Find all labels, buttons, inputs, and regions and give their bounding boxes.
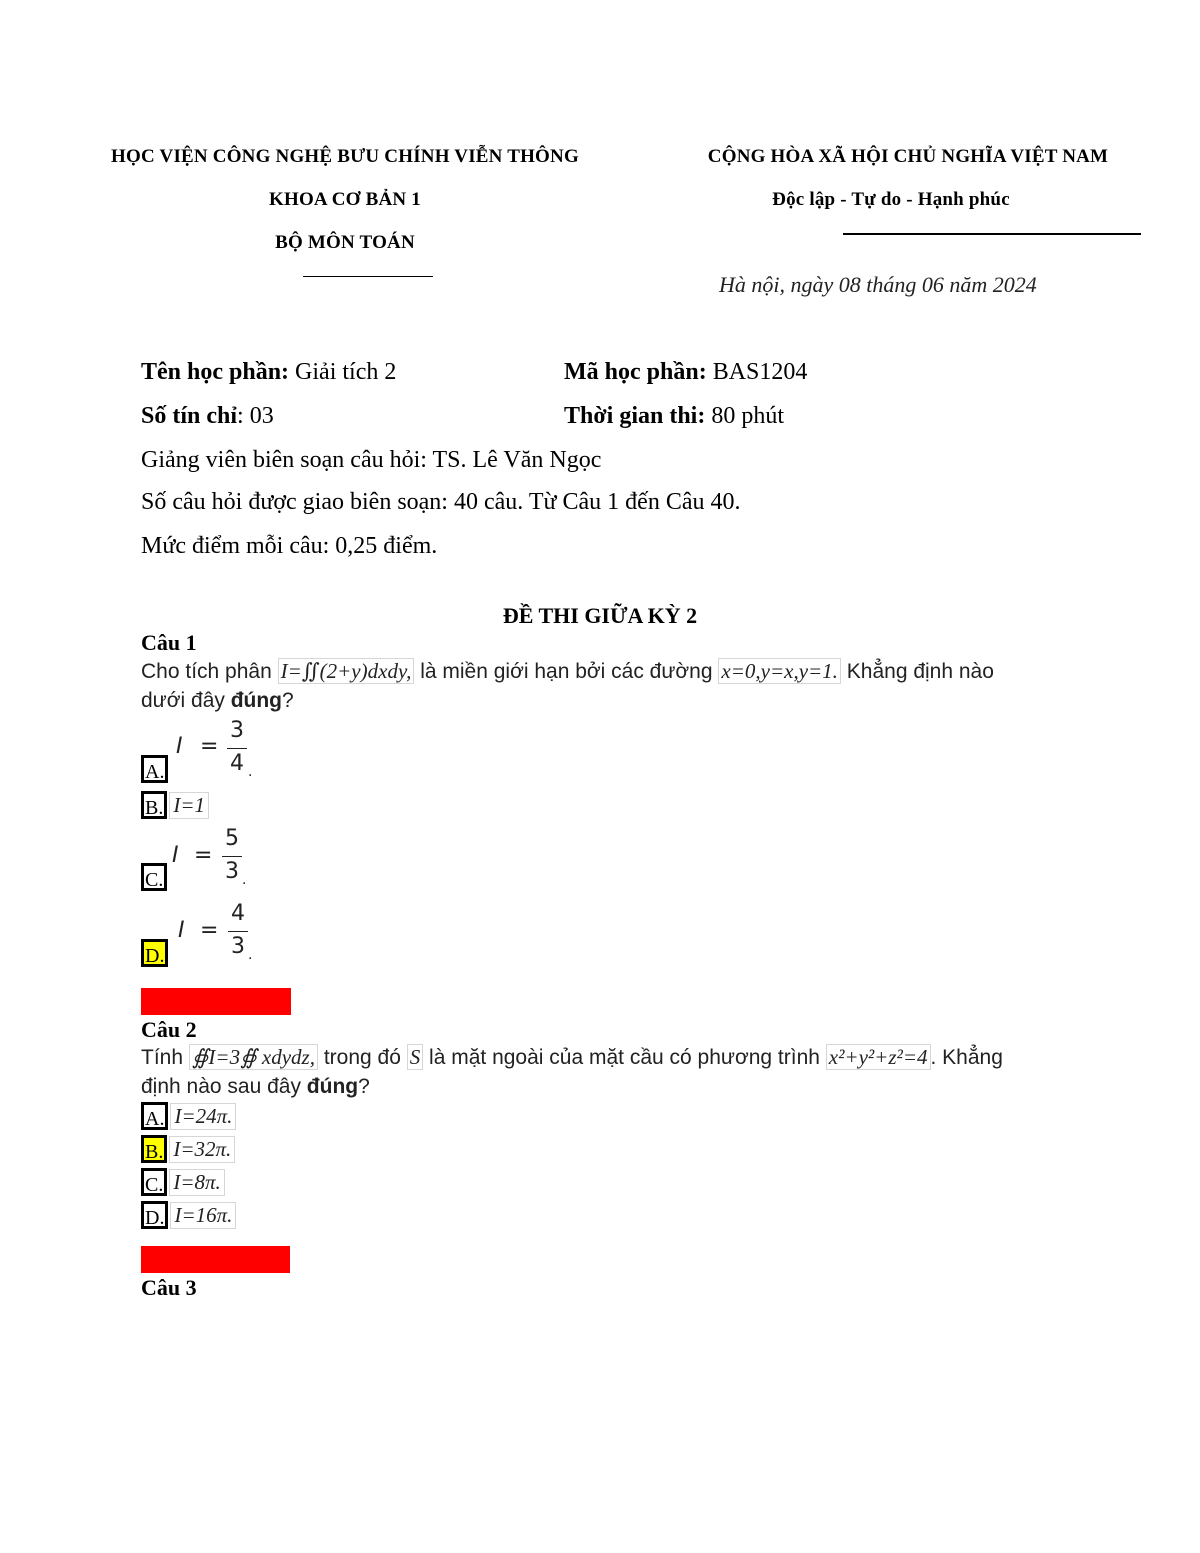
- question-1-option-c-formula: [166, 826, 256, 890]
- question-2-text-part: ?: [358, 1075, 370, 1098]
- question-1-option-c[interactable]: [141, 863, 167, 891]
- question-3-heading: Câu 3: [141, 1275, 197, 1300]
- question-1-text-part: Khẳng định nào: [840, 660, 994, 683]
- left-divider: [303, 276, 433, 277]
- question-separator-bar: [141, 988, 291, 1015]
- question-2-sphere-equation: x²+y²+z²=4: [826, 1044, 931, 1070]
- option-label: A.: [141, 1102, 168, 1130]
- formula-denominator: 4: [230, 751, 244, 776]
- department-name: BỘ MÔN TOÁN: [275, 232, 415, 253]
- question-1-text: [141, 657, 1041, 715]
- national-motto: Độc lập - Tự do - Hạnh phúc: [772, 189, 1010, 210]
- exam-title: ĐỀ THI GIỮA KỲ 2: [502, 603, 698, 628]
- option-label: B.: [141, 791, 167, 819]
- question-1-text-part: là miền giới hạn bởi các đường: [414, 660, 719, 683]
- option-label-correct: B.: [141, 1135, 167, 1163]
- question-1-option-a[interactable]: [141, 755, 168, 783]
- question-2-option-b[interactable]: [141, 1133, 235, 1165]
- formula-period: .: [248, 764, 253, 780]
- formula-variable: I: [176, 734, 183, 759]
- formula-period: .: [242, 872, 247, 888]
- question-2-option-d[interactable]: [141, 1199, 236, 1231]
- option-label: C.: [141, 1168, 167, 1196]
- question-2-integral: ∯I=3∯ xdydz,: [189, 1044, 318, 1070]
- option-label: D.: [141, 1201, 168, 1229]
- question-1-integral: I=∬(2+y)dxdy,: [278, 658, 415, 684]
- question-2-text-part: trong đó: [317, 1046, 407, 1069]
- formula-equals: =: [194, 843, 213, 868]
- question-separator-bar: [141, 1246, 290, 1273]
- option-value: I=16π.: [170, 1202, 236, 1229]
- right-divider: [843, 233, 1141, 235]
- course-name-row: [141, 359, 396, 386]
- question-1-option-b[interactable]: [141, 789, 209, 821]
- question-1-text-part: ?: [282, 689, 294, 712]
- course-code-value: BAS1204: [712, 359, 808, 385]
- question-2-text: [141, 1043, 1061, 1101]
- question-1-heading: Câu 1: [141, 630, 197, 655]
- republic-name: CỘNG HÒA XÃ HỘI CHỦ NGHĨA VIỆT NAM: [707, 146, 1109, 167]
- question-2-emphasis: đúng: [306, 1075, 359, 1098]
- formula-numerator: 5: [225, 826, 239, 851]
- formula-equals: =: [200, 734, 219, 759]
- question-2-option-a[interactable]: [141, 1100, 236, 1132]
- option-label: A.: [141, 755, 168, 783]
- formula-equals: =: [200, 918, 219, 943]
- option-value: I=1: [169, 792, 209, 819]
- duration-label: Thời gian thi:: [564, 403, 706, 429]
- credits-value: : 03: [237, 403, 274, 429]
- lecturer-line: Giảng viên biên soạn câu hỏi: TS. Lê Văn Ngọc: [141, 447, 602, 473]
- question-1-boundaries: x=0,y=x,y=1.: [718, 658, 841, 684]
- option-label-correct: D.: [141, 939, 168, 967]
- formula-denominator: 3: [225, 859, 239, 884]
- option-label: C.: [141, 863, 167, 891]
- question-2-surface: S: [407, 1044, 424, 1070]
- formula-denominator: 3: [231, 934, 245, 959]
- formula-period: .: [248, 947, 253, 963]
- question-1-option-d-formula: [172, 901, 262, 965]
- question-2-option-c[interactable]: [141, 1166, 225, 1198]
- question-1-emphasis: đúng: [230, 689, 283, 712]
- credits-label: Số tín chỉ: [141, 403, 238, 429]
- formula-variable: I: [172, 843, 179, 868]
- duration-row: [564, 403, 784, 430]
- duration-value: 80 phút: [711, 403, 784, 429]
- question-2-text-part: . Khẳng: [930, 1046, 1003, 1069]
- question-1-option-a-formula: [170, 718, 260, 782]
- formula-variable: I: [178, 918, 185, 943]
- question-1-text-part: Cho tích phân: [141, 660, 278, 683]
- credits-row: [141, 403, 274, 430]
- fraction-bar: [227, 748, 247, 749]
- question-2-text-part: định nào sau đây: [141, 1075, 307, 1098]
- course-code-row: [564, 359, 807, 386]
- question-1-option-d[interactable]: [141, 939, 168, 967]
- question-1-text-part: dưới đây: [141, 689, 231, 712]
- score-line: Mức điểm mỗi câu: 0,25 điểm.: [141, 533, 438, 559]
- course-code-label: Mã học phần:: [564, 359, 707, 385]
- question-2-text-part: Tính: [141, 1046, 189, 1069]
- fraction-bar: [222, 856, 242, 857]
- formula-numerator: 3: [230, 718, 244, 743]
- fraction-bar: [228, 931, 248, 932]
- question-2-heading: Câu 2: [141, 1017, 197, 1042]
- institute-name: HỌC VIỆN CÔNG NGHỆ BƯU CHÍNH VIỄN THÔNG: [111, 146, 579, 167]
- course-name-label: Tên học phần:: [141, 359, 290, 385]
- question-2-text-part: là mặt ngoài của mặt cầu có phương trình: [423, 1046, 826, 1069]
- option-value: I=8π.: [169, 1169, 224, 1196]
- document-date: Hà nội, ngày 08 tháng 06 năm 2024: [719, 272, 1037, 297]
- option-value: I=32π.: [169, 1136, 235, 1163]
- question-count-line: Số câu hỏi được giao biên soạn: 40 câu. Từ Câu 1 đến Câu 40.: [141, 489, 741, 515]
- course-name-value: Giải tích 2: [295, 359, 397, 385]
- faculty-name: KHOA CƠ BẢN 1: [269, 189, 421, 210]
- option-value: I=24π.: [170, 1103, 236, 1130]
- formula-numerator: 4: [231, 901, 245, 926]
